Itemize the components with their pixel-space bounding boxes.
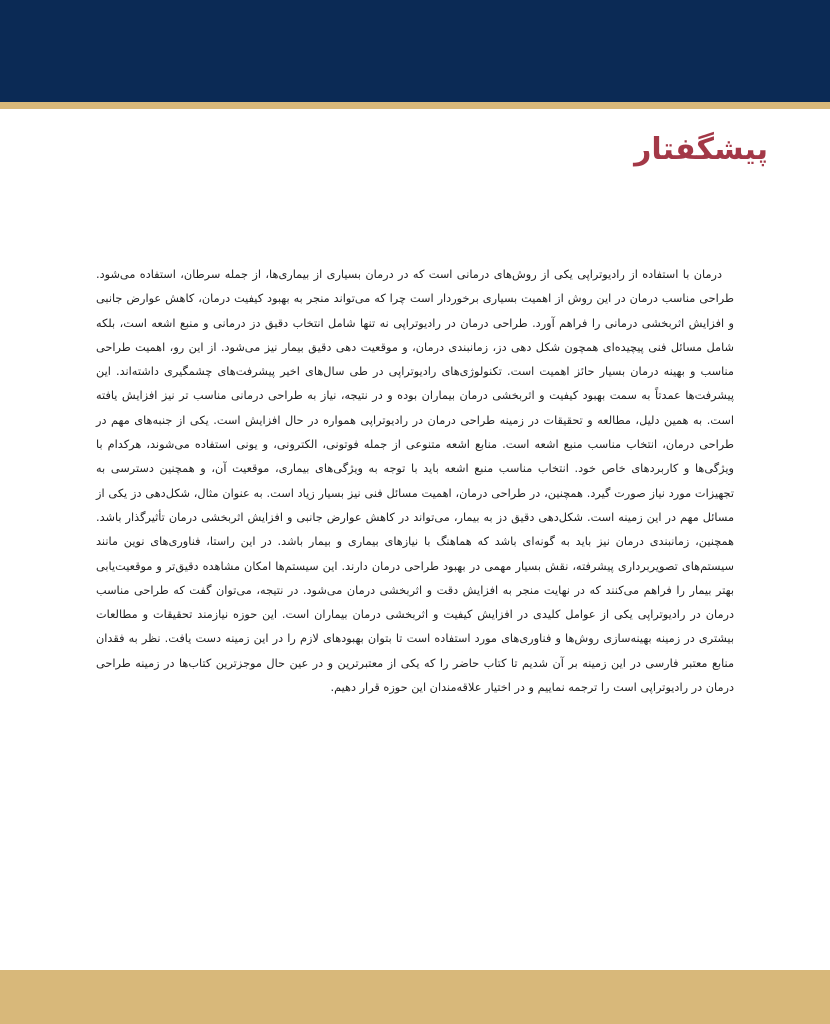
page-title: پیشگفتار: [634, 132, 768, 167]
preface-body-text: درمان با استفاده از رادیوتراپی یکی از روش‌های درمانی است که در درمان بسیاری از بیماری‌ها، از جمله سرطان، استفاده می‌شود. طراحی مناسب درمان در این روش از اهمیت بسیاری برخوردار است چرا که می‌تواند منجر به بهبود کیفیت درمان، کاهش عوارض جانبی و افزایش اثربخشی درمانی را فراهم آورد. طراحی درمان در رادیوتراپی نه تنها شامل انتخاب دقیق دز درمانی و منبع اشعه است، بلکه شامل مسائل فنی پیچیده‌ای همچون شکل دهی دز، زمانبندی درمان، و موقعیت دهی دقیق بیمار نیز می‌شود. از این رو، اهمیت طراحی مناسب و بهینه درمان بسیار حائز اهمیت است. تکنولوژی‌های رادیوتراپی در طی سال‌های اخیر پیشرفت‌های چشمگیری داشته‌اند. این پیشرفت‌ها عمدتاً به سمت بهبود کیفیت و اثربخشی درمان بیماران بوده و در نتیجه، نیاز به طراحی درمانی مناسب تر نیز افزایش یافته است. به همین دلیل، مطالعه و تحقیقات در زمینه طراحی درمان در رادیوتراپی همواره در حال افزایش است. یکی از جنبه‌های مهم در طراحی درمان، انتخاب مناسب منبع اشعه است. منابع اشعه متنوعی از جمله فوتونی، الکترونی، و یونی استفاده می‌شوند، هرکدام با ویژگی‌ها و کاربردهای خاص خود. انتخاب مناسب منبع اشعه باید با توجه به ویژگی‌های بیماری، موقعیت آن، و همچنین دسترسی به تجهیزات مورد نیاز صورت گیرد. همچنین، در طراحی درمان، اهمیت مسائل فنی نیز بسیار زیاد است. به عنوان مثال، شکل‌دهی دز یکی از مسائل مهم در این زمینه است. شکل‌دهی دقیق دز به بیمار، می‌تواند در کاهش عوارض جانبی و افزایش اثربخشی درمان تأثیرگذار باشد. همچنین، زمانبندی درمان نیز باید به گونه‌ای باشد که هماهنگ با نیازهای بیماری و بیمار باشد. در این راستا، فناوری‌های نوین مانند سیستم‌های تصویربرداری پیشرفته، نقش بسیار مهمی در بهبود طراحی درمان دارند. این سیستم‌ها امکان مشاهده دقیق‌تر و موقعیت‌یابی بهتر بیمار را فراهم می‌کنند که در نهایت منجر به افزایش دقت و اثربخشی درمان می‌شود. در نتیجه، می‌توان گفت که طراحی مناسب درمان در رادیوتراپی یکی از عوامل کلیدی در افزایش کیفیت و اثربخشی درمان بیماران است. این حوزه نیازمند تحقیقات و مطالعات بیشتری در زمینه بهینه‌سازی روش‌ها و فناوری‌های مورد استفاده است تا بتوان بهبودهای لازم را در این زمینه دست یافت. نظر به فقدان منابع معتبر فارسی در این زمینه بر آن شدیم تا کتاب حاضر را که یکی از معتبرترین و در عین حال موجزترین کتاب‌ها در زمینه طراحی درمان در رادیوتراپی است را ترجمه نماییم و در اختیار علاقه‌مندان این حوزه قرار دهیم.: [96, 268, 734, 695]
header-accent-stripe: [0, 102, 830, 109]
header-band: [0, 0, 830, 102]
footer-band: [0, 970, 830, 1024]
